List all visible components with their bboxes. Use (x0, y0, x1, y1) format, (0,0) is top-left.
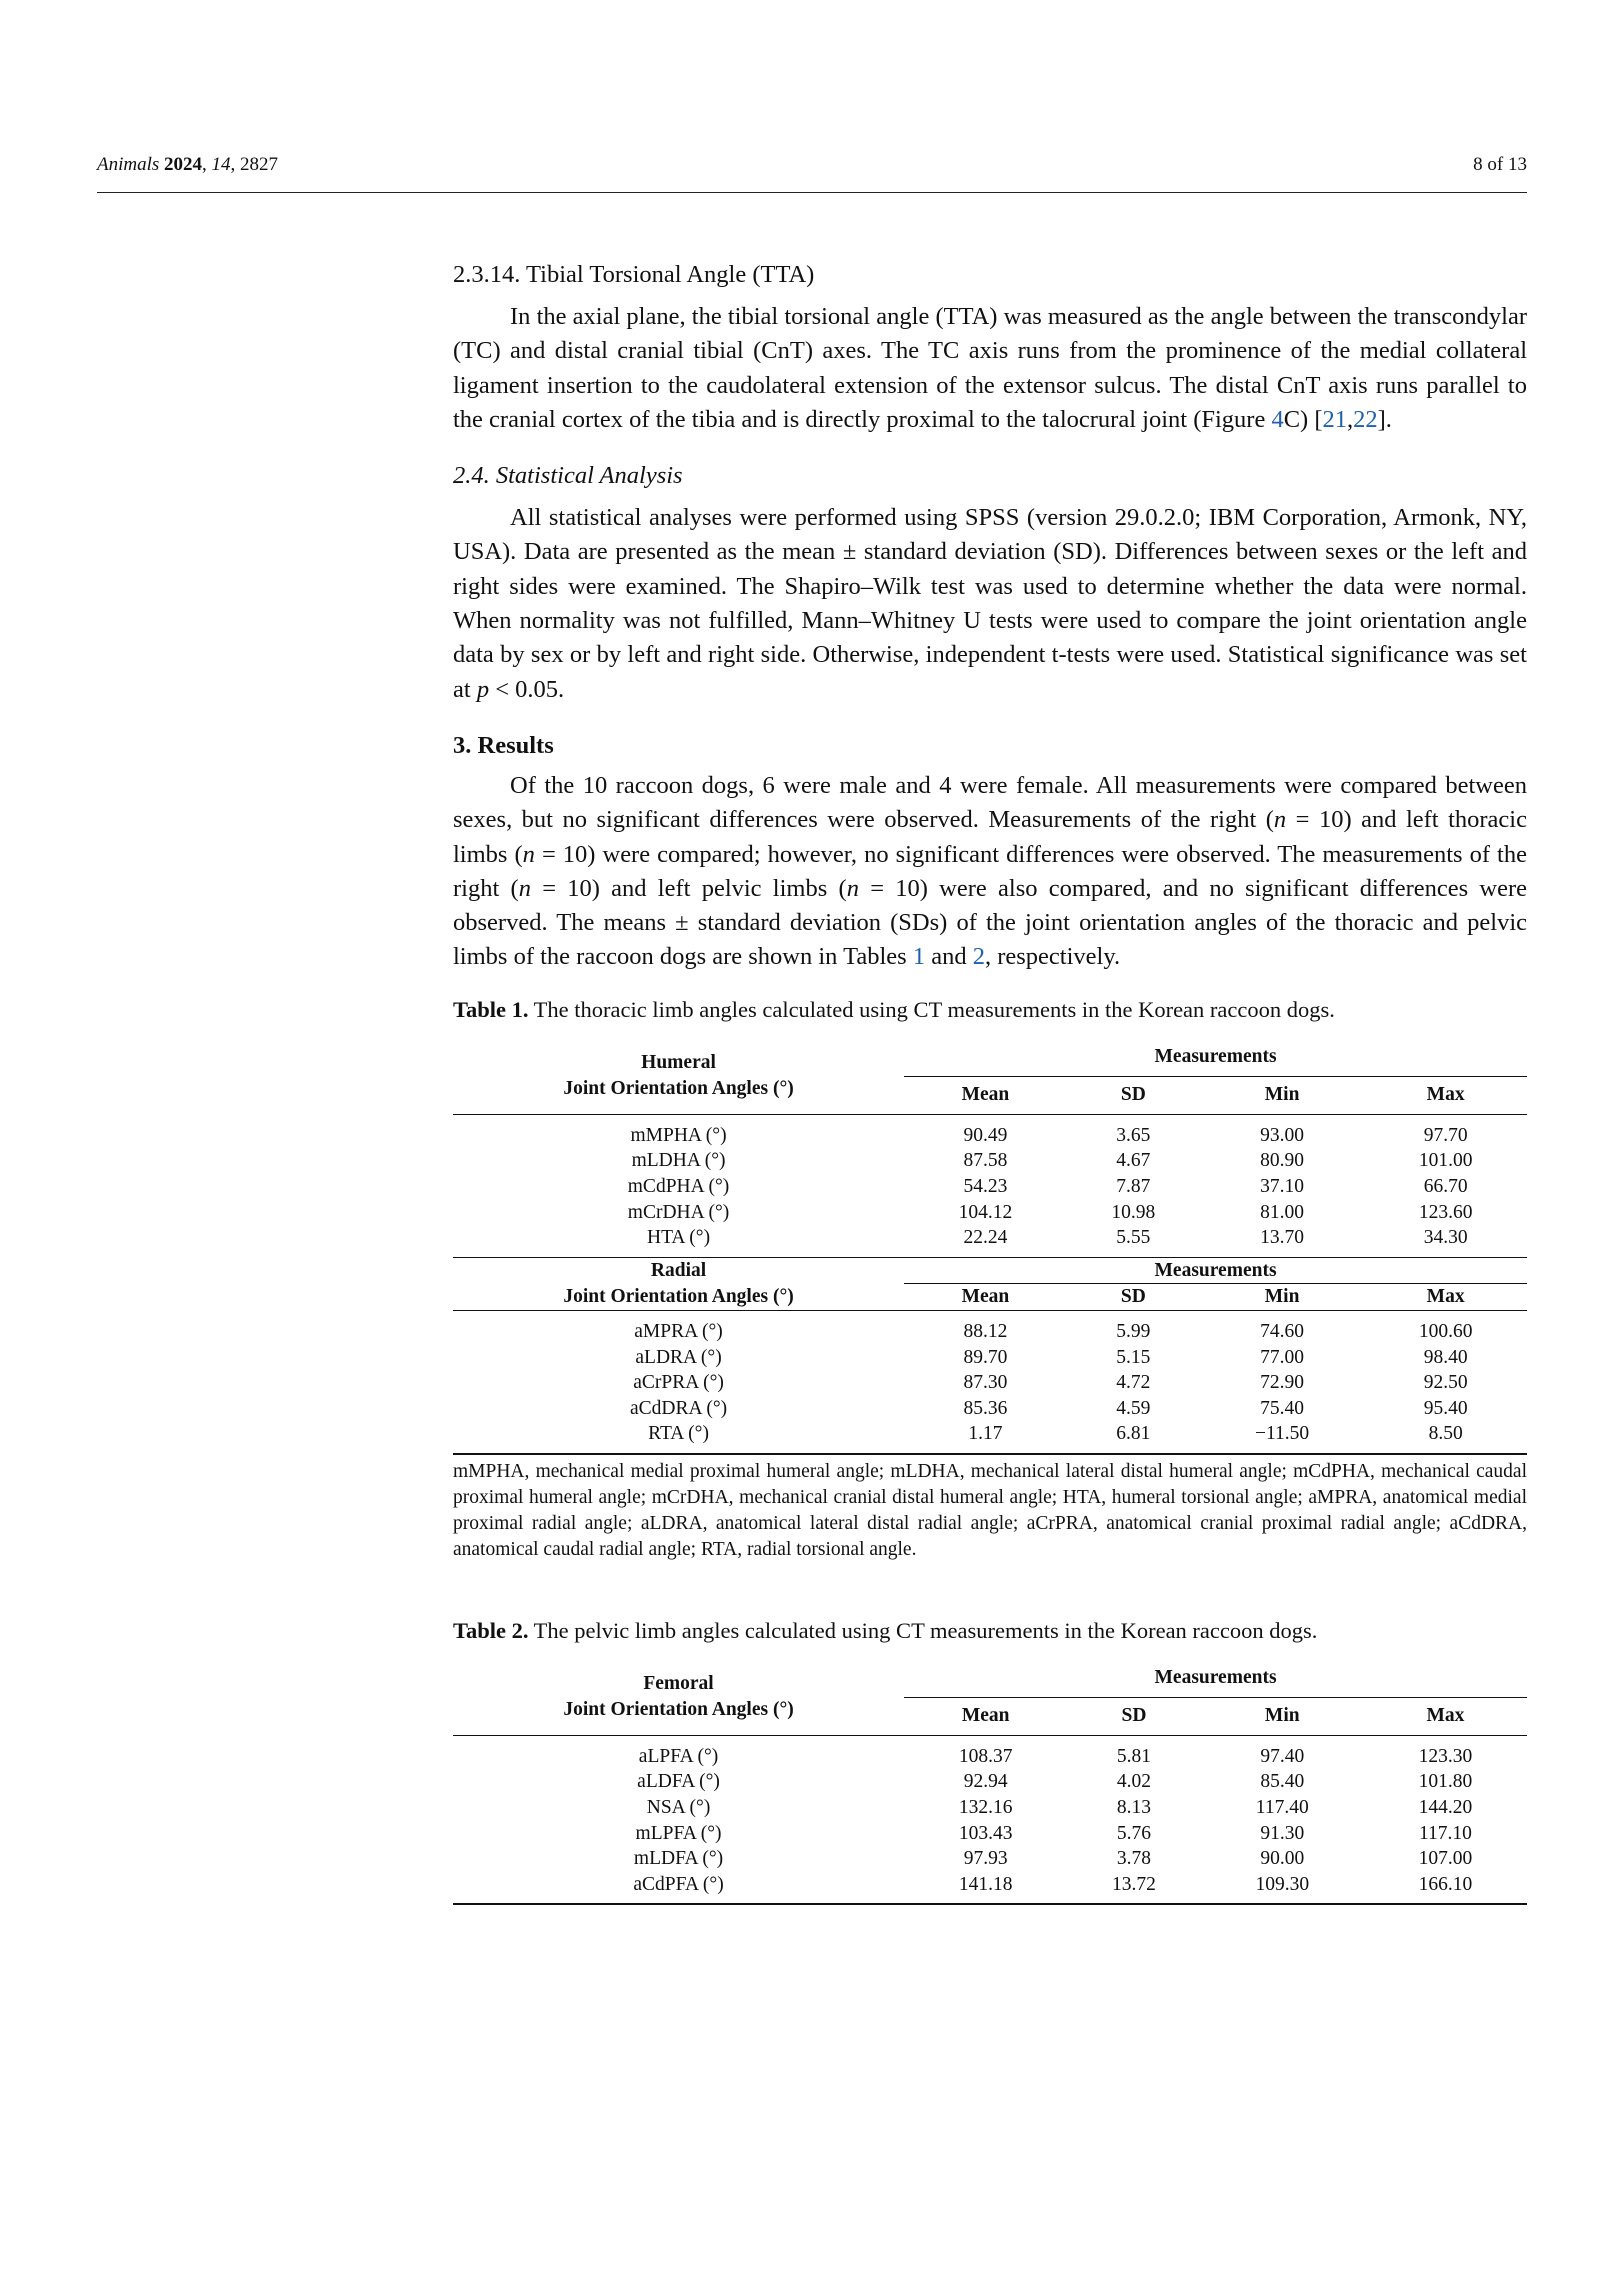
cell-max: 101.00 (1418, 1150, 1473, 1172)
cell-mean: 92.94 (963, 1771, 1008, 1793)
n-variable: n (1273, 806, 1287, 834)
table-1-link[interactable]: 1 (912, 943, 926, 971)
table-row (453, 1735, 1527, 1769)
cell-min: 90.00 (1260, 1848, 1305, 1870)
cell-max: 107.00 (1418, 1848, 1473, 1870)
cell-mean: 85.36 (963, 1397, 1008, 1419)
cell-max: 95.40 (1423, 1397, 1468, 1419)
page-number: 8 of 13 (1473, 154, 1527, 175)
cell-sd: 5.55 (1116, 1227, 1151, 1249)
paragraph-results (453, 769, 1527, 975)
cell-max: 123.60 (1418, 1201, 1473, 1223)
table-header-row (453, 1257, 1527, 1284)
table-1-humeral-body (453, 1114, 1527, 1257)
table-header-row (453, 1660, 1527, 1698)
paragraph-text: In the axial plane, the tibial torsional angle (TTA) was measured as the angle between the transcondylar (TC) and distal cranial tibial (CnT) axes. The TC axis runs from the prominence of the medial collateral ligament insertion to the caudolateral extension of the extensor sulcus. The distal CnT axis runs parallel to the cranial cortex of the tibia and is directly proximal to the talocrural joint (Figure (453, 303, 1527, 433)
subsection-title-2-4: 2.4. Statistical Analysis (453, 462, 683, 490)
table-1-radial-body (453, 1310, 1527, 1453)
article-number: 2827 (240, 154, 279, 175)
cell-max: 97.70 (1364, 1114, 1527, 1148)
table-1-caption-text: The thoracic limb angles calculated using CT measurements in the Korean raccoon dogs. (528, 996, 1335, 1022)
cell-min: 37.10 (1260, 1175, 1305, 1197)
group-header-line: Radial (650, 1260, 707, 1282)
cell-label: NSA (°) (646, 1797, 711, 1819)
col-header-max: Max (1426, 1084, 1465, 1106)
group-header-femoral (453, 1660, 904, 1736)
cell-mean: 132.16 (958, 1797, 1013, 1819)
cell-label: aCdDRA (°) (629, 1397, 728, 1419)
col-header-max: Max (1426, 1705, 1465, 1727)
cell-label: mLDHA (°) (631, 1150, 726, 1172)
group-header-radial (453, 1257, 904, 1310)
n-variable: n (522, 840, 535, 868)
cell-mean: 87.58 (963, 1150, 1008, 1172)
col-header-sd: SD (1120, 1084, 1146, 1106)
col-header-mean: Mean (961, 1084, 1010, 1106)
paragraph-text: C) [ (1283, 405, 1323, 433)
paragraph-statistics (453, 501, 1527, 707)
table-2-caption-text: The pelvic limb angles calculated using CT measurements in the Korean raccoon dogs. (528, 1617, 1318, 1643)
cell-min: 80.90 (1260, 1150, 1305, 1172)
paragraph-text: Of the 10 raccoon dogs, 6 were male and 4 were female. All measurements were compared between sexes, but no significant differences were observed. Measurements of the right ( (453, 771, 1527, 834)
cell-max: 98.40 (1423, 1346, 1468, 1368)
col-header-min: Min (1264, 1705, 1300, 1727)
paragraph-text: and (925, 943, 973, 971)
cell-min: 74.60 (1200, 1310, 1364, 1344)
cell-min: −11.50 (1200, 1421, 1364, 1454)
table-row (453, 1370, 1527, 1396)
cell-mean: 54.23 (963, 1175, 1008, 1197)
paragraph-text: = 10) and left pelvic limbs ( (530, 874, 847, 902)
paragraph-text: = 10) were compared; however, no significant differences were observed. The measurements of the right ( (453, 840, 1527, 902)
cell-mean: 22.24 (963, 1227, 1008, 1249)
cell-sd: 7.87 (1116, 1175, 1151, 1197)
cell-sd: 6.81 (1067, 1421, 1200, 1454)
table-row (453, 1345, 1527, 1371)
n-variable: n (518, 874, 531, 902)
paragraph-text: All statistical analyses were performed using SPSS (version 29.0.2.0; IBM Corporation, Armonk, NY, USA). Data are presented as the mean ± standard deviation (SD). Differences between sexes or the left and right sides were examined. The Shapiro–Wilk test was used to determine whether the data were normal. When normality was not fulfilled, Mann–Whitney U tests were used to compare the joint orientation angle data by sex or by left and right side. Otherwise, independent t-tests were used. Statistical significance was set at (453, 504, 1527, 703)
table-row (453, 1225, 1527, 1257)
cell-sd: 8.13 (1116, 1797, 1152, 1819)
table-row (453, 1421, 1527, 1454)
table-row (453, 1310, 1527, 1344)
citation-link-21[interactable]: 21 (1322, 405, 1347, 433)
figure-link[interactable]: 4 (1271, 405, 1284, 433)
cell-min: 81.00 (1260, 1201, 1305, 1223)
cell-label: mMPHA (°) (453, 1114, 904, 1148)
journal-volume: 14 (211, 154, 231, 175)
table-row (453, 1872, 1527, 1905)
group-header-line: Humeral (641, 1052, 716, 1074)
table-1-footnote: mMPHA, mechanical medial proximal humeral angle; mLDHA, mechanical lateral distal humeral angle; mCdPHA, mechanical caudal proximal humeral angle; mCrDHA, mechanical cranial distal humeral angle; HTA, humeral torsional angle; aMPRA, anatomical medial proximal radial angle; aLDRA, anatomical lateral distal radial angle; aCrPRA, anatomical cranial proximal radial angle; aCdDRA, anatomical caudal radial angle; RTA, radial torsional angle. (453, 1460, 1527, 1560)
n-variable: n (846, 874, 859, 902)
table-row (453, 1396, 1527, 1422)
cell-label: RTA (°) (453, 1421, 904, 1454)
table-row (453, 1114, 1527, 1148)
cell-label: aLDFA (°) (637, 1771, 720, 1793)
cell-max: 123.30 (1364, 1735, 1527, 1769)
subsection-title-2-3-14: 2.3.14. Tibial Torsional Angle (TTA) (453, 261, 815, 288)
cell-max: 144.20 (1418, 1797, 1473, 1819)
cell-label: aMPRA (°) (453, 1310, 904, 1344)
table-1-caption (453, 997, 1527, 1023)
cell-mean: 97.93 (963, 1848, 1008, 1870)
page-content (453, 258, 1527, 1905)
cell-min: 97.40 (1201, 1735, 1364, 1769)
col-header-min: Min (1264, 1286, 1300, 1308)
table-row (453, 1148, 1527, 1174)
cell-label: HTA (°) (646, 1227, 711, 1249)
cell-label: aLPFA (°) (453, 1735, 904, 1769)
group-header-line: Joint Orientation Angles (°) (563, 1699, 794, 1721)
cell-sd: 5.81 (1067, 1735, 1200, 1769)
table-2-femoral-body (453, 1735, 1527, 1904)
measurements-header: Measurements (904, 1660, 1527, 1698)
table-2 (453, 1660, 1527, 1906)
cell-min: 93.00 (1200, 1114, 1364, 1148)
measurements-header: Measurements (904, 1257, 1527, 1284)
cell-max: 100.60 (1364, 1310, 1527, 1344)
group-header-line: Joint Orientation Angles (°) (563, 1078, 794, 1100)
col-header-max: Max (1426, 1286, 1465, 1308)
p-variable: p (476, 675, 490, 703)
table-row (453, 1846, 1527, 1872)
cell-mean: 88.12 (904, 1310, 1067, 1344)
paragraph-text: , (1347, 405, 1354, 433)
table-2-link[interactable]: 2 (972, 943, 985, 971)
table-row (453, 1821, 1527, 1847)
table-row (453, 1174, 1527, 1200)
cell-mean: 89.70 (963, 1346, 1008, 1368)
cell-min: 77.00 (1260, 1346, 1305, 1368)
table-2-label: Table 2. (453, 1617, 529, 1643)
cell-mean: 103.43 (958, 1822, 1013, 1844)
table-row (453, 1200, 1527, 1226)
cell-mean: 87.30 (963, 1372, 1008, 1394)
cell-sd: 10.98 (1111, 1201, 1156, 1223)
cell-min: 109.30 (1201, 1872, 1364, 1905)
cell-sd: 3.78 (1116, 1848, 1152, 1870)
measurements-header: Measurements (904, 1039, 1527, 1077)
cell-max: 92.50 (1423, 1372, 1468, 1394)
cell-sd: 3.65 (1067, 1114, 1200, 1148)
col-header-mean: Mean (961, 1705, 1010, 1727)
cell-min: 117.40 (1255, 1797, 1309, 1819)
group-header-line: Femoral (643, 1673, 714, 1695)
citation-link-22[interactable]: 22 (1353, 405, 1378, 433)
col-header-mean: Mean (961, 1286, 1010, 1308)
cell-sd: 4.59 (1116, 1397, 1151, 1419)
cell-label: aCrPRA (°) (633, 1372, 724, 1394)
col-header-min: Min (1264, 1084, 1300, 1106)
cell-mean: 141.18 (904, 1872, 1067, 1905)
group-header-humeral (453, 1039, 904, 1115)
cell-mean: 104.12 (958, 1201, 1013, 1223)
cell-label: mLDFA (°) (633, 1848, 724, 1870)
paragraph-text: = 10) were also compared, and no significant differences were observed. The means ± standard deviation (SDs) of the joint orientation angles of the thoracic and pelvic limbs of the raccoon dogs are shown in Tables (453, 874, 1527, 971)
running-header (97, 150, 1527, 193)
paragraph-text: ]. (1377, 405, 1392, 433)
paragraph-text: = 10) and left thoracic limbs ( (453, 806, 1527, 868)
cell-sd: 5.15 (1116, 1346, 1151, 1368)
table-row (453, 1795, 1527, 1821)
cell-max: 166.10 (1364, 1872, 1527, 1905)
table-2-caption (453, 1618, 1527, 1644)
paragraph-tta (453, 300, 1527, 437)
journal-citation: Animals 2024, 14, 2827 (97, 154, 279, 175)
section-title-results: 3. Results (453, 731, 554, 759)
cell-mean: 90.49 (904, 1114, 1067, 1148)
journal-name: Animals (97, 154, 160, 175)
cell-max: 34.30 (1423, 1227, 1468, 1249)
col-header-sd: SD (1120, 1286, 1146, 1308)
cell-min: 85.40 (1260, 1771, 1305, 1793)
cell-max: 101.80 (1418, 1771, 1473, 1793)
paragraph-text: < 0.05. (489, 675, 565, 703)
cell-min: 75.40 (1260, 1397, 1305, 1419)
cell-sd: 4.02 (1116, 1771, 1152, 1793)
cell-min: 13.70 (1260, 1227, 1305, 1249)
cell-mean: 1.17 (904, 1421, 1067, 1454)
cell-sd: 5.99 (1067, 1310, 1200, 1344)
cell-max: 8.50 (1364, 1421, 1527, 1454)
cell-label: aCdPFA (°) (453, 1872, 904, 1905)
cell-min: 72.90 (1260, 1372, 1305, 1394)
cell-sd: 5.76 (1116, 1822, 1152, 1844)
cell-sd: 13.72 (1067, 1872, 1200, 1905)
cell-sd: 4.67 (1116, 1150, 1151, 1172)
cell-max: 117.10 (1418, 1822, 1472, 1844)
cell-mean: 108.37 (904, 1735, 1067, 1769)
table-1 (453, 1039, 1527, 1455)
cell-label: mCdPHA (°) (627, 1175, 730, 1197)
journal-year: 2024 (164, 154, 203, 175)
table-row (453, 1769, 1527, 1795)
cell-label: mCrDHA (°) (627, 1201, 730, 1223)
cell-sd: 4.72 (1116, 1372, 1151, 1394)
table-header-row (453, 1039, 1527, 1077)
cell-max: 66.70 (1423, 1175, 1468, 1197)
table-1-label: Table 1. (453, 996, 529, 1022)
col-header-sd: SD (1121, 1705, 1147, 1727)
paragraph-text: , respectively. (984, 943, 1121, 971)
cell-label: aLDRA (°) (635, 1346, 722, 1368)
cell-min: 91.30 (1260, 1822, 1305, 1844)
cell-label: mLPFA (°) (635, 1822, 722, 1844)
group-header-line: Joint Orientation Angles (°) (563, 1285, 794, 1307)
